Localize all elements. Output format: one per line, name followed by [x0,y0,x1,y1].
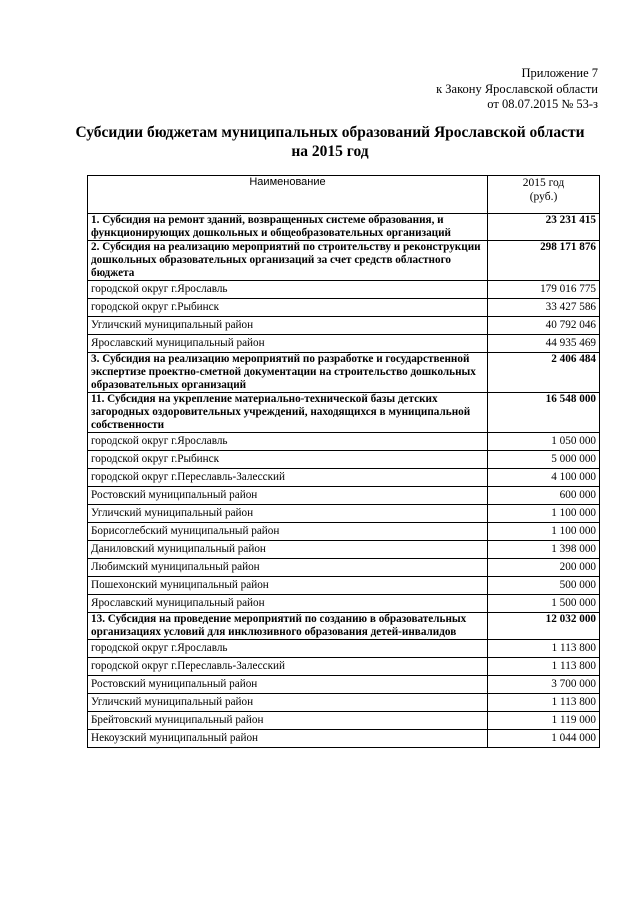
municipality-name: Ростовский муниципальный район [88,487,488,505]
municipality-amount: 33 427 586 [488,299,600,317]
appendix-line: Приложение 7 [521,66,598,80]
title-line-2: на 2015 год [291,143,369,160]
section-total: 298 171 876 [488,241,600,281]
municipality-amount: 1 113 800 [488,658,600,676]
appendix-note [298,66,598,113]
municipality-name: Угличский муниципальный район [88,317,488,335]
table-row [88,487,600,505]
municipality-name: городской округ г.Переславль-Залесский [88,469,488,487]
municipality-amount: 179 016 775 [488,281,600,299]
municipality-amount: 5 000 000 [488,451,600,469]
section-total: 12 032 000 [488,613,600,640]
section-row [88,613,600,640]
municipality-name: городской округ г.Рыбинск [88,299,488,317]
municipality-name: Угличский муниципальный район [88,694,488,712]
section-row [88,214,600,241]
municipality-amount: 1 100 000 [488,523,600,541]
table-row [88,658,600,676]
section-title: 11. Субсидия на укрепление материально-технической базы детских загородных оздоровительных учреждений, находящихся в муниципальной собственности [88,393,488,433]
table-body [88,214,600,748]
table-row [88,640,600,658]
municipality-name: Ярославский муниципальный район [88,595,488,613]
municipality-name: Любимский муниципальный район [88,559,488,577]
table-row [88,577,600,595]
municipality-amount: 500 000 [488,577,600,595]
municipality-name: Ростовский муниципальный район [88,676,488,694]
municipality-name: городской округ г.Рыбинск [88,451,488,469]
section-row [88,353,600,393]
table-row [88,730,600,748]
table-row [88,676,600,694]
municipality-amount: 1 044 000 [488,730,600,748]
table-row [88,541,600,559]
table-row [88,451,600,469]
section-row [88,241,600,281]
column-header-amount [488,176,600,214]
municipality-amount: 1 119 000 [488,712,600,730]
table-row [88,505,600,523]
document-title [60,123,600,161]
municipality-amount: 600 000 [488,487,600,505]
table-row [88,281,600,299]
table-row [88,712,600,730]
section-title: 13. Субсидия на проведение мероприятий по созданию в образовательных организациях условий для инклюзивного образования детей-инвалидов [88,613,488,640]
table-row [88,694,600,712]
section-title: 2. Субсидия на реализацию мероприятий по строительству и реконструкции дошкольных образовательных организаций за счет средств областного бюджета [88,241,488,281]
municipality-amount: 40 792 046 [488,317,600,335]
municipality-amount: 1 050 000 [488,433,600,451]
column-header-unit: (руб.) [529,191,558,203]
section-total: 23 231 415 [488,214,600,241]
municipality-name: городской округ г.Ярославль [88,640,488,658]
column-header-year: 2015 год [522,177,565,189]
municipality-name: городской округ г.Переславль-Залесский [88,658,488,676]
section-total: 2 406 484 [488,353,600,393]
table-header-row [88,176,600,214]
municipality-amount: 200 000 [488,559,600,577]
section-total: 16 548 000 [488,393,600,433]
municipality-amount: 44 935 469 [488,335,600,353]
table-row [88,559,600,577]
law-reference-line: к Закону Ярославской области [436,81,598,96]
section-row [88,393,600,433]
municipality-name: Ярославский муниципальный район [88,335,488,353]
municipality-amount: 1 113 800 [488,640,600,658]
table-row [88,595,600,613]
subsidy-table [87,175,600,748]
municipality-name: Некоузский муниципальный район [88,730,488,748]
section-title: 1. Субсидия на ремонт зданий, возвращенных системе образования, и функционирующих дошкольных и общеобразовательных организаций [88,214,488,241]
municipality-amount: 1 100 000 [488,505,600,523]
title-line-1: Субсидии бюджетам муниципальных образований Ярославской области [75,124,585,141]
municipality-amount: 3 700 000 [488,676,600,694]
table-row [88,469,600,487]
section-title: 3. Субсидия на реализацию мероприятий по разработке и государственной экспертизе проектно-сметной документации на строительство дошкольных образовательных организаций [88,353,488,393]
municipality-amount: 1 500 000 [488,595,600,613]
table-row [88,433,600,451]
municipality-name: Даниловский муниципальный район [88,541,488,559]
municipality-name: Брейтовский муниципальный район [88,712,488,730]
municipality-amount: 4 100 000 [488,469,600,487]
table-row [88,317,600,335]
column-header-name: Наименование [88,176,488,214]
table-row [88,523,600,541]
law-date-line: от 08.07.2015 № 53-з [487,97,598,111]
municipality-name: Угличский муниципальный район [88,505,488,523]
municipality-amount: 1 113 800 [488,694,600,712]
municipality-name: городской округ г.Ярославль [88,281,488,299]
table-row [88,299,600,317]
municipality-amount: 1 398 000 [488,541,600,559]
municipality-name: Пошехонский муниципальный район [88,577,488,595]
municipality-name: городской округ г.Ярославль [88,433,488,451]
table-row [88,335,600,353]
municipality-name: Борисоглебский муниципальный район [88,523,488,541]
